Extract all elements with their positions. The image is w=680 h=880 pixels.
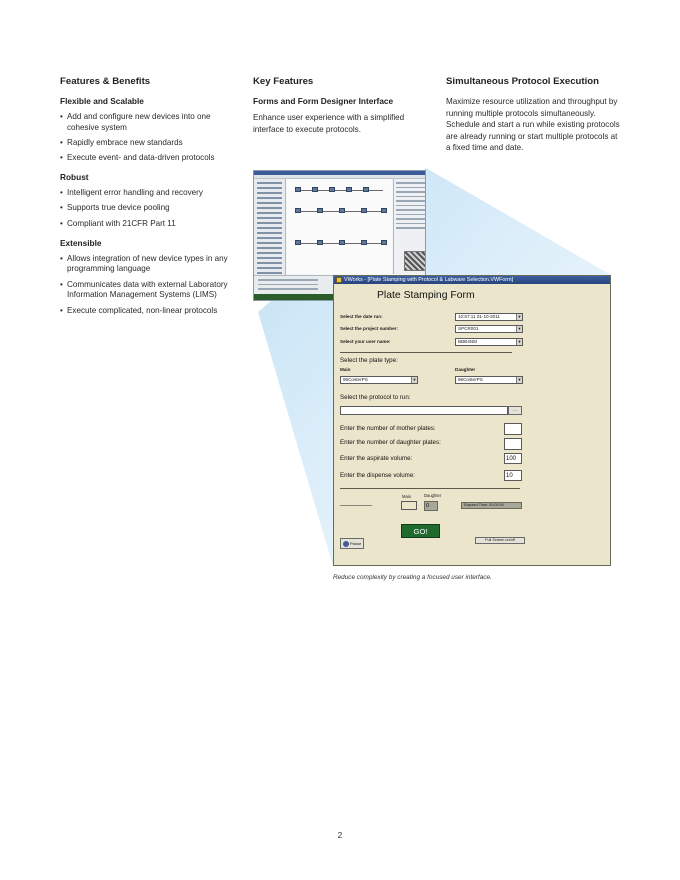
flow-node: [295, 240, 301, 245]
user-label: Select your user name:: [340, 339, 391, 344]
main-status-box: [401, 501, 417, 510]
list-item: • Supports true device pooling: [60, 203, 240, 214]
protocol-input[interactable]: [340, 406, 508, 415]
daughter-plates-label: Enter the number of daughter plates:: [340, 439, 441, 446]
elapsed-time: Elapsed Time: 00:00:00: [461, 502, 522, 509]
flow-node: [346, 187, 352, 192]
pause-button[interactable]: [340, 538, 364, 549]
form-title: Plate Stamping Form: [377, 290, 475, 301]
flow-node: [361, 240, 367, 245]
key-features-heading: Key Features: [253, 76, 314, 87]
project-label: Select the project number:: [340, 326, 398, 331]
robust-list: [60, 188, 240, 229]
list-item: • Compliant with 21CFR Part 11: [60, 219, 240, 230]
list-item: • Rapidly embrace new standards: [60, 138, 240, 149]
flexible-list: [60, 112, 240, 164]
list-item: • Allows integration of new device types in any programming language: [60, 254, 240, 276]
browse-button[interactable]: ...: [508, 406, 522, 415]
flow-node: [381, 208, 387, 213]
flow-node: [381, 240, 387, 245]
divider: [340, 352, 512, 353]
date-select[interactable]: 10:57:11 01-10-2011 ▼: [455, 313, 523, 321]
pause-icon: [343, 541, 349, 547]
daughter-plates-input[interactable]: [504, 438, 522, 450]
flow-line: [295, 190, 383, 191]
flexible-title: Flexible and Scalable: [60, 96, 144, 106]
protocol-label: Select the protocol to run:: [340, 394, 411, 401]
simultaneous-body: Maximize resource utilization and throughput by running multiple protocols simultaneously. Schedule and start a run while existing protocols are already running or start multiple protocols at a fixed time and date.: [446, 97, 620, 153]
aspirate-input[interactable]: 100: [504, 453, 522, 464]
robust-section: [60, 172, 240, 229]
extensible-section: [60, 238, 240, 317]
chevron-down-icon: ▼: [517, 377, 522, 382]
status-daughter-label: Daughter: [424, 493, 442, 498]
key-features-column: [253, 76, 433, 135]
flow-node: [329, 187, 335, 192]
window-titlebar: [334, 276, 610, 284]
app-icon: [336, 277, 342, 283]
pause-label: Pause: [350, 541, 362, 546]
project-select[interactable]: SPCR001 ▼: [455, 325, 523, 333]
screenshot-canvas: [287, 179, 392, 274]
chevron-down-icon: ▼: [517, 326, 522, 331]
plate-stamping-form-window: [333, 275, 611, 566]
simultaneous-heading: Simultaneous Protocol Execution: [446, 76, 599, 87]
main-plate-select[interactable]: 96CosterPS ▼: [340, 376, 418, 384]
mother-plates-input[interactable]: [504, 423, 522, 435]
figure-caption: Reduce complexity by creating a focused user interface.: [333, 574, 492, 581]
flow-node: [339, 240, 345, 245]
page-number: 2: [337, 830, 343, 840]
list-item: • Add and configure new devices into one cohesive system: [60, 112, 240, 134]
dispense-label: Enter the dispense volume:: [340, 472, 415, 479]
simultaneous-column: [446, 76, 621, 154]
flow-node: [295, 208, 301, 213]
daughter-plate-select[interactable]: 96CosterPS ▼: [455, 376, 523, 384]
list-item: • Execute complicated, non-linear protocols: [60, 306, 240, 317]
flow-node: [317, 208, 323, 213]
robust-title: Robust: [60, 172, 89, 183]
flow-node: [339, 208, 345, 213]
fullscreen-button[interactable]: Full Screen on/off: [475, 537, 525, 544]
daughter-label: Daughter: [455, 367, 476, 372]
forms-designer-title: Forms and Form Designer Interface: [253, 96, 394, 106]
flexible-section: [60, 96, 240, 164]
extensible-title: Extensible: [60, 237, 102, 248]
dispense-input[interactable]: 10: [504, 470, 522, 481]
divider: [340, 488, 520, 489]
go-button[interactable]: GO!: [401, 524, 440, 538]
chevron-down-icon: ▼: [412, 377, 417, 382]
chevron-down-icon: ▼: [517, 339, 522, 344]
features-benefits-column: [60, 76, 240, 325]
progress-track: [340, 505, 372, 506]
list-item: • Execute event- and data-driven protocols: [60, 153, 240, 164]
screenshot-left-panel: [254, 179, 286, 289]
chevron-down-icon: ▼: [517, 314, 522, 319]
flow-node: [363, 187, 369, 192]
flow-node: [317, 240, 323, 245]
flow-node: [295, 187, 301, 192]
plate-type-label: Select the plate type:: [340, 357, 398, 364]
list-item: • Communicates data with external Laboratory Information Management Systems (LIMS): [60, 280, 240, 302]
daughter-status-box: 0: [424, 501, 438, 511]
flow-node: [361, 208, 367, 213]
list-item: • Intelligent error handling and recovery: [60, 188, 240, 199]
forms-designer-body: Enhance user experience with a simplified interface to execute protocols.: [253, 113, 405, 134]
flow-node: [312, 187, 318, 192]
plate-rack-image: [404, 251, 426, 271]
date-label: Select the date run:: [340, 314, 383, 319]
status-main-label: Main: [402, 494, 412, 499]
user-select[interactable]: BBB4NM ▼: [455, 338, 523, 346]
extensible-list: [60, 254, 240, 317]
mother-plates-label: Enter the number of mother plates:: [340, 425, 436, 432]
features-benefits-heading: Features & Benefits: [60, 76, 151, 87]
window-title: VWorks - [Plate Stamping with Protocol & Labware Selection.VWForm]: [344, 277, 514, 283]
main-label: Main: [340, 367, 351, 372]
aspirate-label: Enter the aspirate volume:: [340, 455, 413, 462]
